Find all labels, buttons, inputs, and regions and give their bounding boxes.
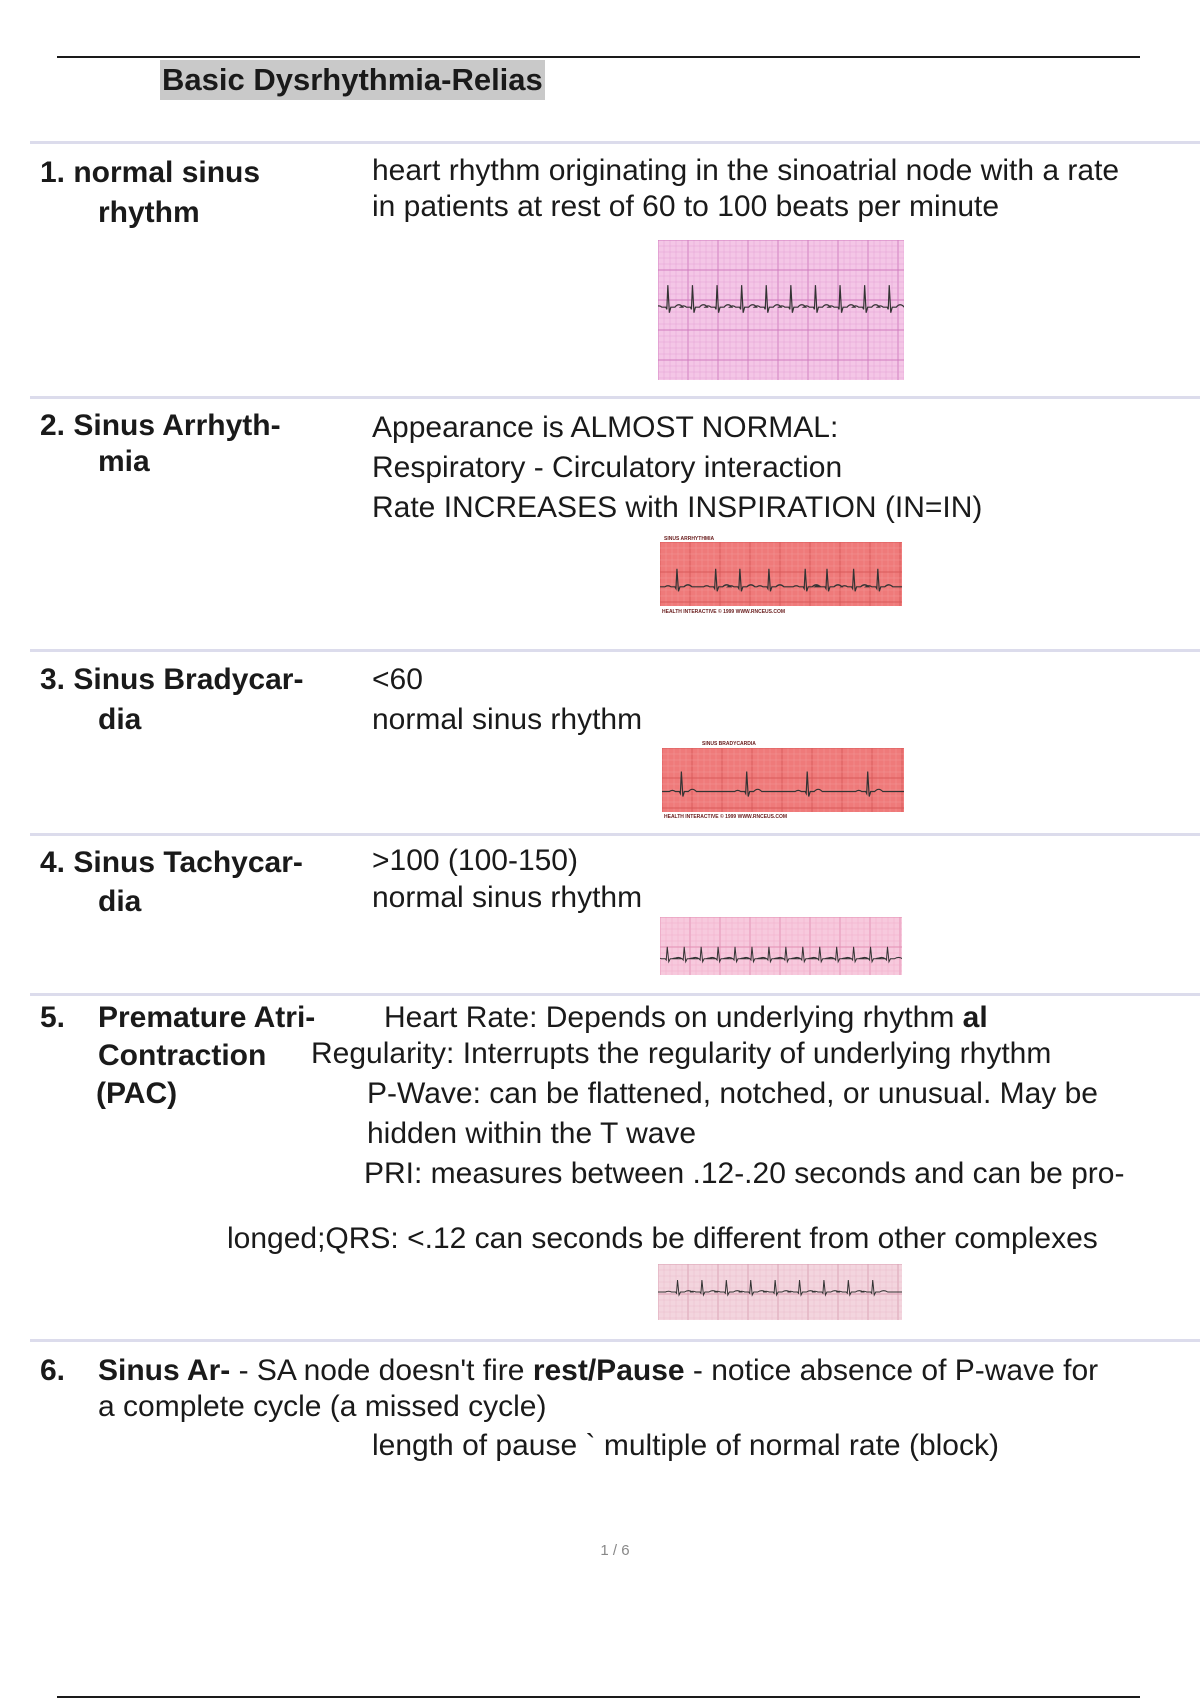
bottom-rule — [57, 1696, 1140, 1698]
ecg-strip-normal-sinus — [658, 240, 904, 380]
definition-1-line1: heart rhythm originating in the sinoatrial node with a rate — [372, 154, 1120, 187]
term-6-line1: Sinus Ar- — [98, 1354, 231, 1387]
term-1-line1: 1. normal sinus — [40, 156, 261, 189]
definition-3-line1: <60 — [372, 663, 423, 696]
item-separator — [30, 1339, 1200, 1342]
ecg-strip-sinus-tachycardia — [660, 917, 902, 975]
definition-6-inline-b: - notice absence of P-wave for — [684, 1354, 1099, 1387]
ecg-caption-top: SINUS BRADYCARDIA — [702, 741, 756, 747]
ecg-caption-top: SINUS ARRHYTHMIA — [664, 536, 715, 542]
definition-1-line2: in patients at rest of 60 to 100 beats per minute — [372, 190, 1000, 223]
term-3-line1: 3. Sinus Bradycar- — [40, 663, 304, 696]
definition-4-line2: normal sinus rhythm — [372, 881, 643, 914]
definition-5-line5: PRI: measures between .12-.20 seconds and can be pro- — [364, 1157, 1125, 1190]
term-2-line1: 2. Sinus Arrhyth- — [40, 409, 281, 442]
item-separator — [30, 993, 1200, 996]
ecg-strip-sinus-arrhythmia — [660, 542, 902, 606]
item-separator — [30, 649, 1200, 652]
page-title: Basic Dysrhythmia-Relias — [160, 60, 545, 100]
term-5-line2: Contraction — [98, 1039, 267, 1072]
definition-6-line1 — [98, 1353, 1098, 1389]
definition-5-line1-text: Heart Rate: Depends on underlying rhythm — [384, 1001, 963, 1034]
definition-4-line1: >100 (100-150) — [372, 844, 578, 877]
definition-5-line1 — [384, 1000, 988, 1036]
definition-3-line2: normal sinus rhythm — [372, 703, 643, 736]
term-2-line2: mia — [98, 445, 150, 478]
item-separator — [30, 141, 1200, 144]
definition-5-line2: Regularity: Interrupts the regularity of underlying rhythm — [311, 1037, 1052, 1070]
definition-2-line3: Rate INCREASES with INSPIRATION (IN=IN) — [372, 491, 983, 524]
term-5-number: 5. — [40, 1001, 66, 1034]
definition-6-inline-a: - SA node doesn't fire — [230, 1354, 533, 1387]
ecg-caption-bottom: HEALTH INTERACTIVE © 1999 WWW.RNCEUS.COM — [664, 814, 788, 820]
term-4-line2: dia — [98, 885, 142, 918]
term-3-line2: dia — [98, 703, 142, 736]
definition-5-line4: hidden within the T wave — [367, 1117, 697, 1150]
page-indicator: 1 / 6 — [600, 1542, 630, 1559]
ecg-caption-bottom: HEALTH INTERACTIVE © 1999 WWW.RNCEUS.COM — [662, 609, 786, 615]
definition-6-line3: length of pause ` multiple of normal rate (block) — [372, 1429, 999, 1462]
definition-6-line2: a complete cycle (a missed cycle) — [98, 1390, 547, 1423]
term-1-line2: rhythm — [98, 196, 200, 229]
ecg-paper — [660, 917, 902, 975]
definition-5-line1-bold: al — [962, 1001, 988, 1034]
definition-5-line6: longed;QRS: <.12 can seconds be different from other complexes — [227, 1222, 1098, 1255]
term-5-line3: (PAC) — [96, 1077, 178, 1110]
definition-6-inline-bold: rest/Pause — [532, 1354, 685, 1387]
definition-5-line3: P-Wave: can be flattened, notched, or unusual. May be — [367, 1077, 1098, 1110]
item-separator — [30, 396, 1200, 399]
term-4-line1: 4. Sinus Tachycar- — [40, 846, 303, 879]
ecg-strip-pac — [658, 1264, 902, 1320]
ecg-strip-sinus-bradycardia — [662, 748, 904, 812]
top-rule — [57, 56, 1140, 58]
term-6-number: 6. — [40, 1354, 66, 1387]
item-separator — [30, 833, 1200, 836]
ecg-paper — [660, 542, 902, 606]
definition-2-line1: Appearance is ALMOST NORMAL: — [372, 411, 839, 444]
definition-2-line2: Respiratory - Circulatory interaction — [372, 451, 843, 484]
term-5-line1: Premature Atri- — [98, 1001, 316, 1034]
